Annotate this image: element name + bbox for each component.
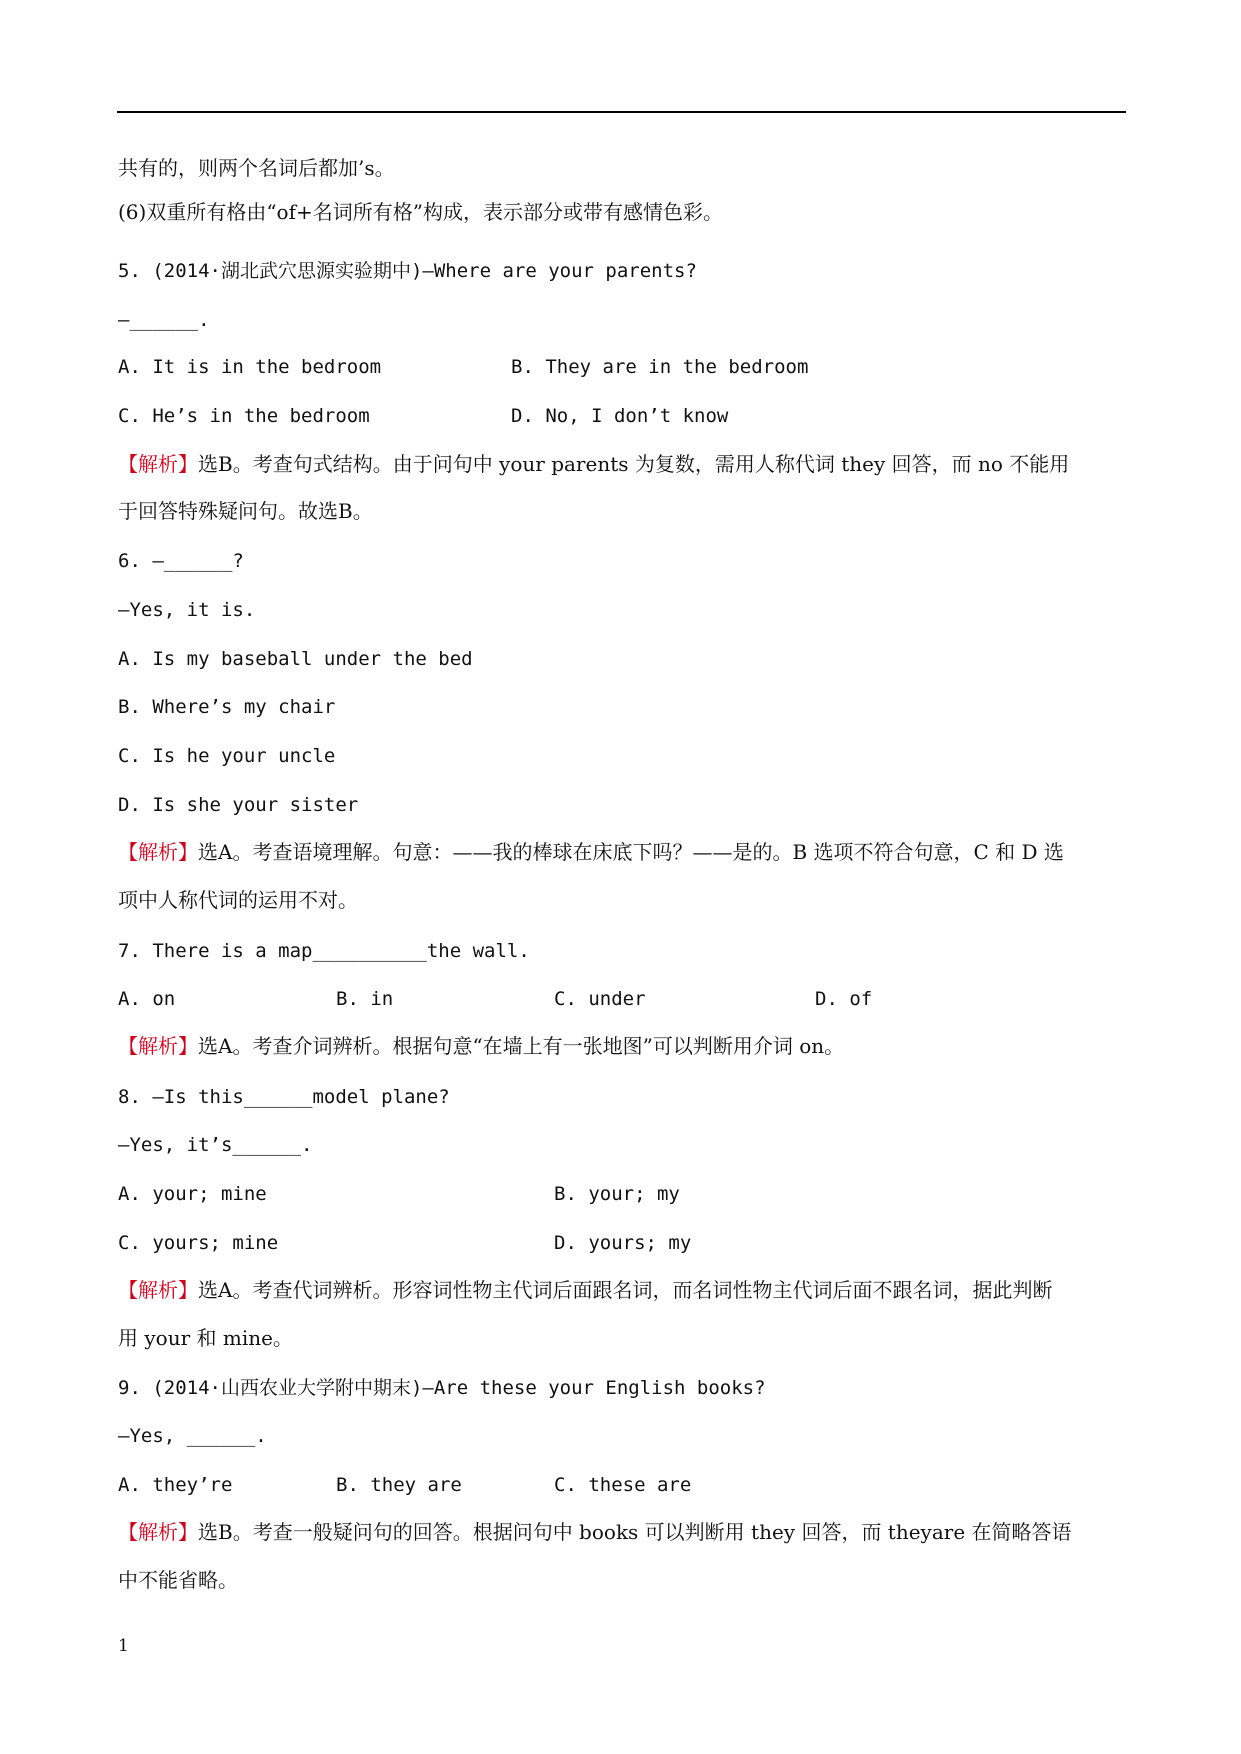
text-line: 共有的，则两个名词后都加’s。 [118, 156, 395, 180]
option-7b: B. in [336, 988, 394, 1010]
question-6-answer-line: —Yes, it is. [118, 599, 256, 621]
question-5-answer-line: —______. [118, 309, 210, 331]
question-9: 9. (2014·山西农业大学附中期末)—Are these your English books? [118, 1377, 766, 1399]
option-9b: B. they are [336, 1474, 462, 1496]
option-5d: D. No, I don’t know [511, 405, 729, 427]
question-8-answer-line: —Yes, it’s______. [118, 1134, 313, 1156]
explanation-tag: 【解析】 [118, 840, 198, 864]
option-6a: A. Is my baseball under the bed [118, 648, 473, 670]
question-8: 8. —Is this______model plane? [118, 1086, 450, 1108]
option-8a: A. your; mine [118, 1183, 267, 1205]
explanation-8: 【解析】选A。考查代词辨析。形容词性物主代词后面跟名词，而名词性物主代词后面不跟名词，据此判断 [118, 1278, 1053, 1302]
explanation-5-cont: 于回答特殊疑问句。故选B。 [118, 499, 373, 523]
question-9-answer-line: —Yes, ______. [118, 1425, 267, 1447]
option-9c: C. these are [554, 1474, 692, 1496]
page-number: 1 [118, 1636, 129, 1656]
explanation-9-cont: 中不能省略。 [118, 1568, 238, 1592]
explanation-7: 【解析】选A。考查介词辨析。根据句意“在墙上有一张地图”可以判断用介词 on。 [118, 1034, 845, 1058]
option-8b: B. your; my [554, 1183, 680, 1205]
explanation-5: 【解析】选B。考查句式结构。由于问句中 your parents 为复数，需用人称代词 they 回答，而 no 不能用 [118, 452, 1070, 476]
explanation-9: 【解析】选B。考查一般疑问句的回答。根据问句中 books 可以判断用 they 回答，而 theyare 在简略答语 [118, 1520, 1072, 1544]
option-9a: A. they’re [118, 1474, 233, 1496]
explanation-6: 【解析】选A。考查语境理解。句意：——我的棒球在床底下吗？——是的。B 选项不符合句意，C 和 D 选 [118, 840, 1064, 864]
option-7c: C. under [554, 988, 646, 1010]
text-line: (6)双重所有格由“of+名词所有格”构成，表示部分或带有感情色彩。 [118, 200, 723, 224]
option-7d: D. of [815, 988, 873, 1010]
question-6: 6. —______? [118, 550, 244, 572]
question-5: 5. (2014·湖北武穴思源实验期中)—Where are your parents? [118, 260, 697, 282]
explanation-tag: 【解析】 [118, 1520, 198, 1544]
explanation-8-cont: 用 your 和 mine。 [118, 1326, 293, 1350]
option-6d: D. Is she your sister [118, 794, 359, 816]
question-7: 7. There is a map__________the wall. [118, 940, 530, 962]
explanation-6-cont: 项中人称代词的运用不对。 [118, 888, 358, 912]
explanation-tag: 【解析】 [118, 1034, 198, 1058]
option-5c: C. He’s in the bedroom [118, 405, 370, 427]
option-6b: B. Where’s my chair [118, 696, 336, 718]
option-7a: A. on [118, 988, 176, 1010]
option-6c: C. Is he your uncle [118, 745, 336, 767]
explanation-tag: 【解析】 [118, 452, 198, 476]
header-rule [117, 111, 1126, 113]
option-8d: D. yours; my [554, 1232, 692, 1254]
option-5b: B. They are in the bedroom [511, 356, 809, 378]
option-5a: A. It is in the bedroom [118, 356, 382, 378]
option-8c: C. yours; mine [118, 1232, 279, 1254]
explanation-tag: 【解析】 [118, 1278, 198, 1302]
